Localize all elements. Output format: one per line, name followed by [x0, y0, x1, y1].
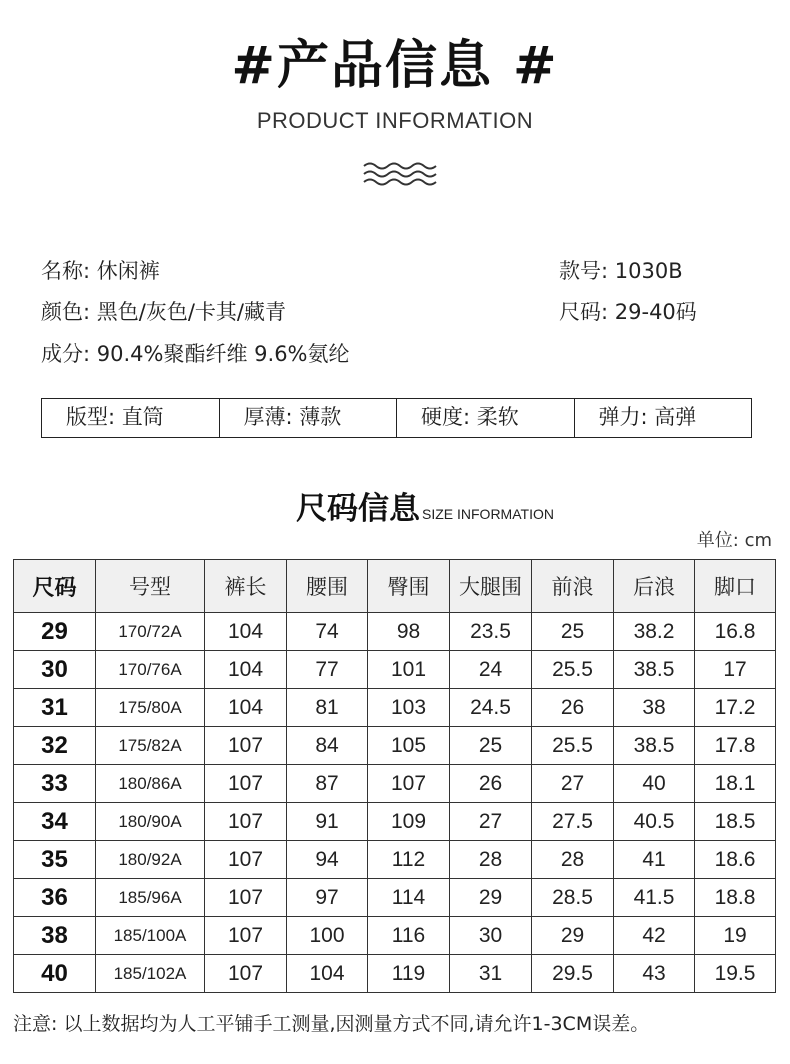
- table-cell: 38.2: [614, 613, 695, 651]
- product-size-value: 29-40码: [614, 300, 697, 324]
- table-cell: 87: [287, 765, 368, 803]
- attribute-softness: 硬度: 柔软: [397, 399, 575, 437]
- header-cell: 腰围: [287, 560, 368, 613]
- product-composition-label: 成分:: [41, 342, 91, 366]
- table-cell: 109: [368, 803, 450, 841]
- table-cell: 104: [205, 651, 287, 689]
- table-cell: 29.5: [532, 955, 614, 993]
- table-cell: 18.6: [695, 841, 776, 879]
- header-cell: 尺码: [14, 560, 96, 613]
- table-cell: 100: [287, 917, 368, 955]
- table-cell: 77: [287, 651, 368, 689]
- table-cell: 107: [205, 727, 287, 765]
- header-cell: 臀围: [368, 560, 450, 613]
- table-cell: 18.5: [695, 803, 776, 841]
- table-cell: 98: [368, 613, 450, 651]
- product-model: [559, 257, 683, 285]
- table-cell: 17.8: [695, 727, 776, 765]
- table-cell: 81: [287, 689, 368, 727]
- table-cell: 24: [450, 651, 532, 689]
- table-cell: 40.5: [614, 803, 695, 841]
- size-cell: 30: [14, 651, 96, 689]
- table-cell: 40: [614, 765, 695, 803]
- attribute-elasticity: 弹力: 高弹: [598, 405, 697, 429]
- size-table: [13, 559, 776, 993]
- page-subtitle: PRODUCT INFORMATION: [256, 108, 534, 133]
- table-cell: 94: [287, 841, 368, 879]
- table-cell: 19.5: [695, 955, 776, 993]
- product-size: [559, 298, 697, 326]
- table-cell: 27: [532, 765, 614, 803]
- size-cell: 38: [14, 917, 96, 955]
- table-cell: 91: [287, 803, 368, 841]
- header-cell: 大腿围: [450, 560, 532, 613]
- size-cell: 33: [14, 765, 96, 803]
- table-row: [14, 879, 776, 917]
- table-cell: 41.5: [614, 879, 695, 917]
- table-cell: 104: [205, 689, 287, 727]
- product-color-value: 黑色/灰色/卡其/藏青: [96, 300, 286, 324]
- table-cell: 18.1: [695, 765, 776, 803]
- table-cell: 29: [532, 917, 614, 955]
- table-cell: 105: [368, 727, 450, 765]
- table-cell: 107: [205, 955, 287, 993]
- product-model-value: 1030B: [614, 259, 683, 283]
- table-cell: 25: [450, 727, 532, 765]
- table-cell: 19: [695, 917, 776, 955]
- table-header-row: [14, 560, 776, 613]
- table-cell: 104: [205, 613, 287, 651]
- table-cell: 23.5: [450, 613, 532, 651]
- size-cell: 29: [14, 613, 96, 651]
- measurement-note: 注意: 以上数据均为人工平铺手工测量,因测量方式不同,请允许1-3CM误差。: [13, 1013, 650, 1035]
- table-row: [14, 917, 776, 955]
- table-cell: 107: [205, 841, 287, 879]
- table-cell: 112: [368, 841, 450, 879]
- table-cell: 74: [287, 613, 368, 651]
- table-cell: 175/82A: [96, 727, 205, 765]
- size-cell: 31: [14, 689, 96, 727]
- product-name-value: 休闲裤: [96, 259, 160, 283]
- table-cell: 25.5: [532, 727, 614, 765]
- table-row: [14, 841, 776, 879]
- header-cell: 号型: [96, 560, 205, 613]
- table-cell: 28.5: [532, 879, 614, 917]
- size-cell: 36: [14, 879, 96, 917]
- table-row: [14, 765, 776, 803]
- table-cell: 107: [205, 803, 287, 841]
- table-cell: 116: [368, 917, 450, 955]
- attribute-box: [41, 398, 752, 438]
- table-cell: 38.5: [614, 727, 695, 765]
- table-cell: 180/90A: [96, 803, 205, 841]
- product-name-label: 名称:: [41, 259, 91, 283]
- table-cell: 43: [614, 955, 695, 993]
- table-cell: 107: [205, 879, 287, 917]
- table-cell: 175/80A: [96, 689, 205, 727]
- size-section-title: [296, 483, 554, 528]
- table-cell: 170/72A: [96, 613, 205, 651]
- table-cell: 107: [368, 765, 450, 803]
- table-cell: 17.2: [695, 689, 776, 727]
- product-model-label: 款号:: [559, 259, 609, 283]
- product-color: [41, 298, 286, 326]
- header-cell: 裤长: [205, 560, 287, 613]
- table-cell: 27.5: [532, 803, 614, 841]
- table-cell: 26: [450, 765, 532, 803]
- product-name: [41, 257, 160, 285]
- table-cell: 24.5: [450, 689, 532, 727]
- product-composition: [41, 340, 350, 368]
- table-row: [14, 689, 776, 727]
- table-cell: 97: [287, 879, 368, 917]
- table-cell: 25.5: [532, 651, 614, 689]
- table-cell: 26: [532, 689, 614, 727]
- table-row: [14, 803, 776, 841]
- table-cell: 31: [450, 955, 532, 993]
- header-cell: 脚口: [695, 560, 776, 613]
- table-row: [14, 955, 776, 993]
- table-cell: 107: [205, 765, 287, 803]
- table-cell: 84: [287, 727, 368, 765]
- table-row: [14, 613, 776, 651]
- unit-label: 单位: cm: [696, 530, 772, 551]
- table-cell: 30: [450, 917, 532, 955]
- table-cell: 185/100A: [96, 917, 205, 955]
- product-size-label: 尺码:: [559, 300, 609, 324]
- table-cell: 28: [450, 841, 532, 879]
- table-cell: 18.8: [695, 879, 776, 917]
- table-row: [14, 651, 776, 689]
- header-cell: 后浪: [614, 560, 695, 613]
- table-cell: 38.5: [614, 651, 695, 689]
- header-cell: 前浪: [532, 560, 614, 613]
- table-cell: 38: [614, 689, 695, 727]
- size-cell: 35: [14, 841, 96, 879]
- table-cell: 185/96A: [96, 879, 205, 917]
- table-cell: 104: [287, 955, 368, 993]
- size-cell: 40: [14, 955, 96, 993]
- size-title-en: SIZE INFORMATION: [422, 506, 554, 522]
- table-cell: 25: [532, 613, 614, 651]
- attribute-thickness: 厚薄: 薄款: [220, 399, 398, 437]
- wave-lines-icon: [362, 160, 438, 188]
- table-cell: 42: [614, 917, 695, 955]
- table-cell: 114: [368, 879, 450, 917]
- table-cell: 180/86A: [96, 765, 205, 803]
- table-cell: 17: [695, 651, 776, 689]
- size-cell: 32: [14, 727, 96, 765]
- table-cell: 101: [368, 651, 450, 689]
- table-cell: 119: [368, 955, 450, 993]
- table-cell: 185/102A: [96, 955, 205, 993]
- table-cell: 180/92A: [96, 841, 205, 879]
- table-cell: 41: [614, 841, 695, 879]
- size-cell: 34: [14, 803, 96, 841]
- table-cell: 103: [368, 689, 450, 727]
- table-cell: 107: [205, 917, 287, 955]
- size-title-cn: 尺码信息: [296, 491, 420, 527]
- table-cell: 29: [450, 879, 532, 917]
- table-cell: 28: [532, 841, 614, 879]
- product-color-label: 颜色:: [41, 300, 91, 324]
- table-cell: 16.8: [695, 613, 776, 651]
- attribute-fit: 版型: 直筒: [42, 399, 220, 437]
- table-cell: 27: [450, 803, 532, 841]
- product-composition-value: 90.4%聚酯纤维 9.6%氨纶: [96, 342, 350, 366]
- table-cell: 170/76A: [96, 651, 205, 689]
- table-row: [14, 727, 776, 765]
- page-title: #产品信息 #: [231, 36, 559, 96]
